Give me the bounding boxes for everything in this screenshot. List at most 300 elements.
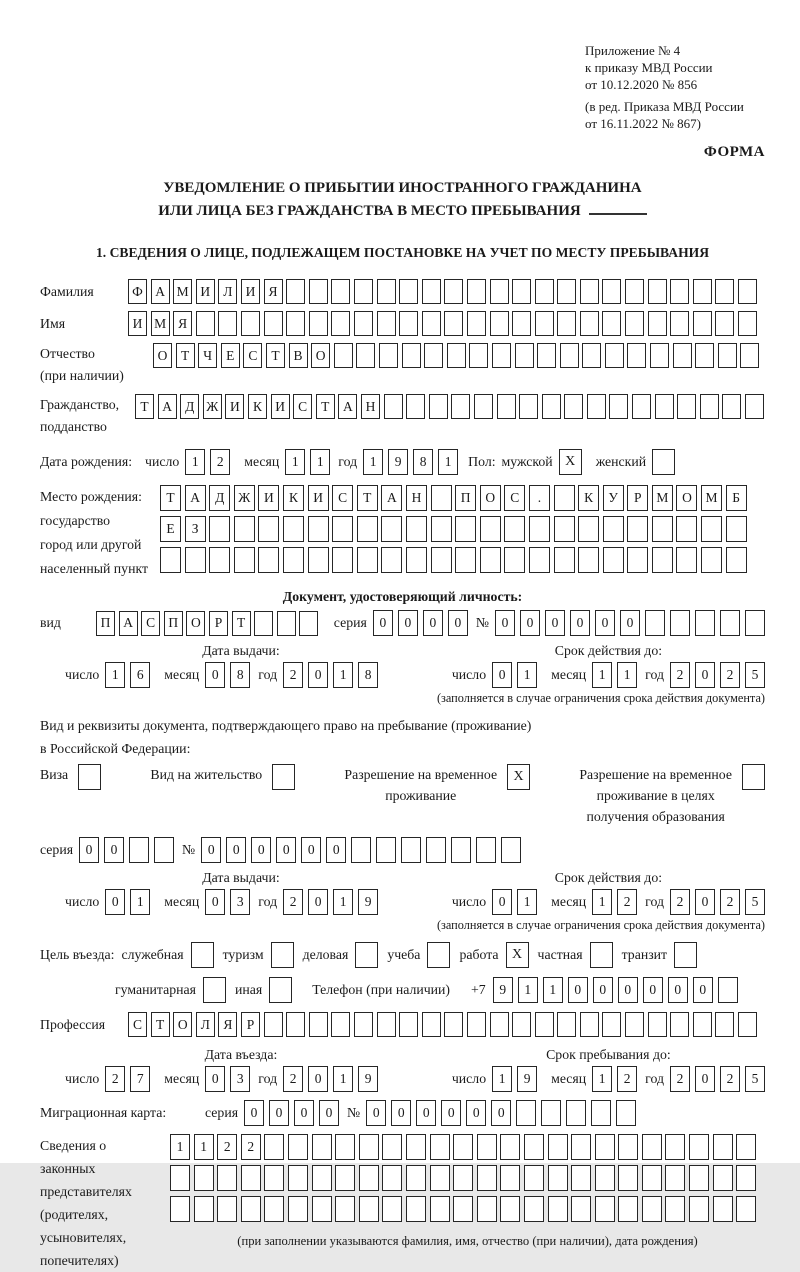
char-box[interactable]: 2	[210, 449, 230, 475]
char-box[interactable]: 9	[358, 889, 378, 915]
char-box[interactable]: 3	[230, 889, 250, 915]
char-box[interactable]	[217, 1165, 237, 1191]
checkbox-purpose-transit[interactable]	[674, 942, 697, 968]
char-box[interactable]	[595, 1165, 615, 1191]
char-box[interactable]	[241, 1165, 261, 1191]
char-box[interactable]	[477, 1196, 497, 1222]
char-box[interactable]	[185, 547, 206, 573]
char-box[interactable]: Е	[160, 516, 181, 542]
char-box[interactable]	[715, 279, 734, 304]
char-box[interactable]: 0	[570, 610, 590, 636]
char-box[interactable]	[194, 1196, 214, 1222]
char-box[interactable]	[377, 311, 396, 336]
char-box[interactable]	[618, 1134, 638, 1160]
char-box[interactable]: 1	[492, 1066, 512, 1092]
char-box[interactable]: 8	[358, 662, 378, 688]
char-box[interactable]: 8	[413, 449, 433, 475]
char-box[interactable]	[541, 1100, 561, 1126]
char-box[interactable]: 1	[592, 662, 612, 688]
char-box[interactable]: 0	[294, 1100, 314, 1126]
char-box[interactable]	[401, 837, 421, 863]
char-box[interactable]: 0	[695, 662, 715, 688]
char-box[interactable]	[548, 1165, 568, 1191]
char-box[interactable]	[382, 1134, 402, 1160]
char-box[interactable]	[557, 279, 576, 304]
char-box[interactable]: В	[289, 343, 308, 368]
char-box[interactable]	[627, 516, 648, 542]
char-box[interactable]: П	[96, 611, 115, 636]
char-box[interactable]	[254, 611, 273, 636]
char-box[interactable]	[665, 1165, 685, 1191]
char-box[interactable]	[451, 394, 470, 419]
char-box[interactable]: 0	[643, 977, 663, 1003]
char-box[interactable]	[535, 311, 554, 336]
char-box[interactable]	[331, 1012, 350, 1037]
char-box[interactable]	[381, 547, 402, 573]
char-box[interactable]: 1	[333, 1066, 353, 1092]
char-box[interactable]	[357, 547, 378, 573]
char-box[interactable]: С	[141, 611, 160, 636]
char-box[interactable]: 0	[205, 662, 225, 688]
char-box[interactable]	[429, 394, 448, 419]
char-box[interactable]	[377, 279, 396, 304]
char-box[interactable]	[376, 837, 396, 863]
char-box[interactable]	[529, 547, 550, 573]
checkbox-purpose-official[interactable]	[191, 942, 214, 968]
char-box[interactable]: И	[225, 394, 244, 419]
char-box[interactable]	[738, 1012, 757, 1037]
char-box[interactable]	[241, 1196, 261, 1222]
char-box[interactable]	[595, 1134, 615, 1160]
char-box[interactable]: Н	[361, 394, 380, 419]
char-box[interactable]	[331, 279, 350, 304]
char-box[interactable]: Ж	[203, 394, 222, 419]
char-box[interactable]: О	[173, 1012, 192, 1037]
char-box[interactable]	[715, 311, 734, 336]
char-box[interactable]: 1	[517, 889, 537, 915]
char-box[interactable]	[170, 1196, 190, 1222]
char-box[interactable]	[648, 311, 667, 336]
char-box[interactable]	[359, 1196, 379, 1222]
checkbox-purpose-humanitarian[interactable]	[203, 977, 226, 1003]
char-box[interactable]	[467, 279, 486, 304]
char-box[interactable]	[406, 1134, 426, 1160]
checkbox-visa[interactable]	[78, 764, 101, 790]
char-box[interactable]: З	[185, 516, 206, 542]
char-box[interactable]: 9	[493, 977, 513, 1003]
char-box[interactable]: 5	[745, 889, 765, 915]
char-box[interactable]: 2	[105, 1066, 125, 1092]
char-box[interactable]	[480, 547, 501, 573]
char-box[interactable]	[430, 1196, 450, 1222]
char-box[interactable]: 0	[391, 1100, 411, 1126]
char-box[interactable]	[578, 547, 599, 573]
char-box[interactable]: 2	[670, 662, 690, 688]
char-box[interactable]: С	[128, 1012, 147, 1037]
char-box[interactable]	[673, 343, 692, 368]
char-box[interactable]: Т	[232, 611, 251, 636]
char-box[interactable]	[467, 1012, 486, 1037]
char-box[interactable]: 1	[592, 889, 612, 915]
char-box[interactable]: 0	[79, 837, 99, 863]
char-box[interactable]	[738, 279, 757, 304]
char-box[interactable]: 0	[495, 610, 515, 636]
char-box[interactable]: 0	[226, 837, 246, 863]
char-box[interactable]	[406, 1165, 426, 1191]
char-box[interactable]	[490, 311, 509, 336]
char-box[interactable]	[689, 1165, 709, 1191]
char-box[interactable]: 2	[283, 889, 303, 915]
char-box[interactable]: П	[455, 485, 476, 511]
char-box[interactable]	[286, 279, 305, 304]
char-box[interactable]: 2	[670, 1066, 690, 1092]
char-box[interactable]	[591, 1100, 611, 1126]
char-box[interactable]: 2	[720, 889, 740, 915]
char-box[interactable]	[602, 1012, 621, 1037]
char-box[interactable]	[648, 1012, 667, 1037]
char-box[interactable]: 0	[568, 977, 588, 1003]
char-box[interactable]	[670, 1012, 689, 1037]
char-box[interactable]	[453, 1165, 473, 1191]
char-box[interactable]: А	[185, 485, 206, 511]
char-box[interactable]	[524, 1165, 544, 1191]
char-box[interactable]: О	[311, 343, 330, 368]
char-box[interactable]	[399, 279, 418, 304]
char-box[interactable]	[713, 1134, 733, 1160]
char-box[interactable]	[444, 1012, 463, 1037]
char-box[interactable]	[700, 394, 719, 419]
char-box[interactable]	[264, 311, 283, 336]
checkbox-purpose-tourism[interactable]	[271, 942, 294, 968]
char-box[interactable]	[645, 610, 665, 636]
char-box[interactable]	[745, 610, 765, 636]
char-box[interactable]	[424, 343, 443, 368]
char-box[interactable]: 1	[194, 1134, 214, 1160]
char-box[interactable]	[379, 343, 398, 368]
char-box[interactable]	[736, 1196, 756, 1222]
char-box[interactable]	[557, 311, 576, 336]
char-box[interactable]: 2	[670, 889, 690, 915]
char-box[interactable]	[738, 311, 757, 336]
checkbox-purpose-work[interactable]: X	[506, 942, 529, 968]
char-box[interactable]: 0	[251, 837, 271, 863]
char-box[interactable]	[603, 516, 624, 542]
char-box[interactable]: 0	[105, 889, 125, 915]
char-box[interactable]	[382, 1196, 402, 1222]
char-box[interactable]: С	[332, 485, 353, 511]
char-box[interactable]: А	[338, 394, 357, 419]
char-box[interactable]: 1	[105, 662, 125, 688]
char-box[interactable]: О	[153, 343, 172, 368]
char-box[interactable]	[665, 1196, 685, 1222]
char-box[interactable]	[676, 516, 697, 542]
char-box[interactable]	[286, 1012, 305, 1037]
char-box[interactable]	[500, 1165, 520, 1191]
char-box[interactable]	[524, 1134, 544, 1160]
char-box[interactable]: Я	[173, 311, 192, 336]
char-box[interactable]	[676, 547, 697, 573]
char-box[interactable]: 0	[441, 1100, 461, 1126]
char-box[interactable]	[309, 279, 328, 304]
char-box[interactable]	[701, 516, 722, 542]
char-box[interactable]	[554, 547, 575, 573]
char-box[interactable]	[406, 394, 425, 419]
char-box[interactable]: Т	[160, 485, 181, 511]
char-box[interactable]	[695, 610, 715, 636]
char-box[interactable]	[234, 516, 255, 542]
char-box[interactable]	[444, 279, 463, 304]
char-box[interactable]: Д	[209, 485, 230, 511]
char-box[interactable]	[399, 1012, 418, 1037]
char-box[interactable]	[469, 343, 488, 368]
char-box[interactable]	[444, 311, 463, 336]
char-box[interactable]	[351, 837, 371, 863]
char-box[interactable]: Р	[241, 1012, 260, 1037]
char-box[interactable]	[467, 311, 486, 336]
char-box[interactable]	[603, 547, 624, 573]
char-box[interactable]	[492, 343, 511, 368]
char-box[interactable]: 1	[310, 449, 330, 475]
char-box[interactable]	[209, 516, 230, 542]
char-box[interactable]	[500, 1134, 520, 1160]
char-box[interactable]	[578, 516, 599, 542]
char-box[interactable]	[618, 1196, 638, 1222]
char-box[interactable]	[474, 394, 493, 419]
char-box[interactable]	[234, 547, 255, 573]
char-box[interactable]: 0	[326, 837, 346, 863]
char-box[interactable]	[652, 547, 673, 573]
char-box[interactable]: К	[248, 394, 267, 419]
char-box[interactable]: К	[283, 485, 304, 511]
char-box[interactable]	[217, 1196, 237, 1222]
char-box[interactable]: А	[381, 485, 402, 511]
char-box[interactable]	[571, 1165, 591, 1191]
char-box[interactable]: 0	[595, 610, 615, 636]
char-box[interactable]: 2	[720, 1066, 740, 1092]
char-box[interactable]	[258, 547, 279, 573]
checkbox-sex-male[interactable]: X	[559, 449, 582, 475]
char-box[interactable]	[618, 1165, 638, 1191]
char-box[interactable]	[455, 516, 476, 542]
char-box[interactable]	[283, 516, 304, 542]
char-box[interactable]	[209, 547, 230, 573]
char-box[interactable]: П	[164, 611, 183, 636]
char-box[interactable]	[431, 516, 452, 542]
char-box[interactable]	[726, 516, 747, 542]
char-box[interactable]: И	[196, 279, 215, 304]
char-box[interactable]: Я	[264, 279, 283, 304]
char-box[interactable]	[501, 837, 521, 863]
char-box[interactable]	[554, 516, 575, 542]
char-box[interactable]	[605, 343, 624, 368]
char-box[interactable]: 0	[695, 1066, 715, 1092]
char-box[interactable]	[642, 1165, 662, 1191]
char-box[interactable]	[332, 547, 353, 573]
char-box[interactable]: 1	[438, 449, 458, 475]
char-box[interactable]: Т	[135, 394, 154, 419]
char-box[interactable]	[695, 343, 714, 368]
char-box[interactable]: 0	[301, 837, 321, 863]
char-box[interactable]: 5	[745, 662, 765, 688]
char-box[interactable]	[160, 547, 181, 573]
char-box[interactable]	[354, 311, 373, 336]
checkbox-temp-residence[interactable]: X	[507, 764, 530, 790]
char-box[interactable]: 7	[130, 1066, 150, 1092]
char-box[interactable]: 2	[617, 1066, 637, 1092]
char-box[interactable]	[560, 343, 579, 368]
char-box[interactable]: Т	[151, 1012, 170, 1037]
char-box[interactable]	[309, 1012, 328, 1037]
char-box[interactable]: 2	[283, 1066, 303, 1092]
char-box[interactable]	[595, 1196, 615, 1222]
char-box[interactable]: 0	[244, 1100, 264, 1126]
char-box[interactable]	[288, 1196, 308, 1222]
char-box[interactable]: М	[151, 311, 170, 336]
char-box[interactable]	[616, 1100, 636, 1126]
char-box[interactable]	[332, 516, 353, 542]
char-box[interactable]: 9	[517, 1066, 537, 1092]
char-box[interactable]	[670, 279, 689, 304]
char-box[interactable]: 2	[241, 1134, 261, 1160]
char-box[interactable]: О	[186, 611, 205, 636]
char-box[interactable]	[286, 311, 305, 336]
char-box[interactable]	[693, 1012, 712, 1037]
checkbox-sex-female[interactable]	[652, 449, 675, 475]
char-box[interactable]	[609, 394, 628, 419]
checkbox-purpose-business[interactable]	[355, 942, 378, 968]
char-box[interactable]	[564, 394, 583, 419]
char-box[interactable]	[384, 394, 403, 419]
checkbox-residence-permit[interactable]	[272, 764, 295, 790]
char-box[interactable]: 0	[308, 662, 328, 688]
char-box[interactable]	[283, 547, 304, 573]
char-box[interactable]: Т	[316, 394, 335, 419]
char-box[interactable]: 2	[720, 662, 740, 688]
char-box[interactable]	[308, 516, 329, 542]
char-box[interactable]: 1	[185, 449, 205, 475]
char-box[interactable]: И	[271, 394, 290, 419]
char-box[interactable]: О	[676, 485, 697, 511]
char-box[interactable]: 1	[285, 449, 305, 475]
char-box[interactable]: 2	[217, 1134, 237, 1160]
char-box[interactable]: 2	[617, 889, 637, 915]
char-box[interactable]	[718, 977, 738, 1003]
char-box[interactable]	[170, 1165, 190, 1191]
char-box[interactable]: Ч	[198, 343, 217, 368]
char-box[interactable]	[718, 343, 737, 368]
char-box[interactable]: 0	[618, 977, 638, 1003]
char-box[interactable]	[642, 1134, 662, 1160]
char-box[interactable]: Е	[221, 343, 240, 368]
char-box[interactable]	[264, 1012, 283, 1037]
char-box[interactable]	[566, 1100, 586, 1126]
char-box[interactable]: Л	[196, 1012, 215, 1037]
char-box[interactable]: 0	[492, 889, 512, 915]
char-box[interactable]	[736, 1134, 756, 1160]
char-box[interactable]: 0	[491, 1100, 511, 1126]
char-box[interactable]: А	[119, 611, 138, 636]
checkbox-purpose-study[interactable]	[427, 942, 450, 968]
char-box[interactable]	[196, 311, 215, 336]
char-box[interactable]	[476, 837, 496, 863]
char-box[interactable]	[331, 311, 350, 336]
char-box[interactable]: 9	[388, 449, 408, 475]
char-box[interactable]	[512, 279, 531, 304]
char-box[interactable]: 0	[373, 610, 393, 636]
char-box[interactable]: Т	[176, 343, 195, 368]
checkbox-temp-residence-education[interactable]	[742, 764, 765, 790]
char-box[interactable]: 0	[416, 1100, 436, 1126]
char-box[interactable]: 1	[617, 662, 637, 688]
char-box[interactable]	[312, 1196, 332, 1222]
char-box[interactable]	[571, 1196, 591, 1222]
char-box[interactable]	[529, 516, 550, 542]
char-box[interactable]	[504, 516, 525, 542]
char-box[interactable]: О	[480, 485, 501, 511]
char-box[interactable]	[381, 516, 402, 542]
char-box[interactable]: 6	[130, 662, 150, 688]
char-box[interactable]	[431, 547, 452, 573]
char-box[interactable]	[299, 611, 318, 636]
char-box[interactable]	[422, 1012, 441, 1037]
char-box[interactable]: И	[128, 311, 147, 336]
char-box[interactable]	[154, 837, 174, 863]
char-box[interactable]	[312, 1134, 332, 1160]
char-box[interactable]: М	[173, 279, 192, 304]
char-box[interactable]: 3	[230, 1066, 250, 1092]
char-box[interactable]	[497, 394, 516, 419]
char-box[interactable]	[309, 311, 328, 336]
char-box[interactable]	[480, 516, 501, 542]
char-box[interactable]: 0	[308, 1066, 328, 1092]
char-box[interactable]	[359, 1165, 379, 1191]
char-box[interactable]: Т	[266, 343, 285, 368]
checkbox-purpose-private[interactable]	[590, 942, 613, 968]
char-box[interactable]: 0	[668, 977, 688, 1003]
char-box[interactable]	[218, 311, 237, 336]
char-box[interactable]	[627, 343, 646, 368]
char-box[interactable]	[648, 279, 667, 304]
char-box[interactable]	[430, 1134, 450, 1160]
char-box[interactable]	[693, 311, 712, 336]
char-box[interactable]	[406, 1196, 426, 1222]
char-box[interactable]	[542, 394, 561, 419]
char-box[interactable]	[722, 394, 741, 419]
char-box[interactable]	[582, 343, 601, 368]
checkbox-purpose-other[interactable]	[269, 977, 292, 1003]
char-box[interactable]	[422, 311, 441, 336]
char-box[interactable]: Д	[180, 394, 199, 419]
char-box[interactable]	[402, 343, 421, 368]
char-box[interactable]	[726, 547, 747, 573]
char-box[interactable]	[194, 1165, 214, 1191]
char-box[interactable]	[693, 279, 712, 304]
char-box[interactable]: 0	[276, 837, 296, 863]
char-box[interactable]: 0	[492, 662, 512, 688]
char-box[interactable]	[652, 516, 673, 542]
char-box[interactable]	[580, 311, 599, 336]
char-box[interactable]: А	[158, 394, 177, 419]
char-box[interactable]: И	[258, 485, 279, 511]
char-box[interactable]: С	[243, 343, 262, 368]
char-box[interactable]	[602, 279, 621, 304]
char-box[interactable]	[512, 311, 531, 336]
char-box[interactable]	[288, 1134, 308, 1160]
char-box[interactable]	[399, 311, 418, 336]
char-box[interactable]: 0	[593, 977, 613, 1003]
char-box[interactable]: М	[701, 485, 722, 511]
char-box[interactable]: 0	[308, 889, 328, 915]
